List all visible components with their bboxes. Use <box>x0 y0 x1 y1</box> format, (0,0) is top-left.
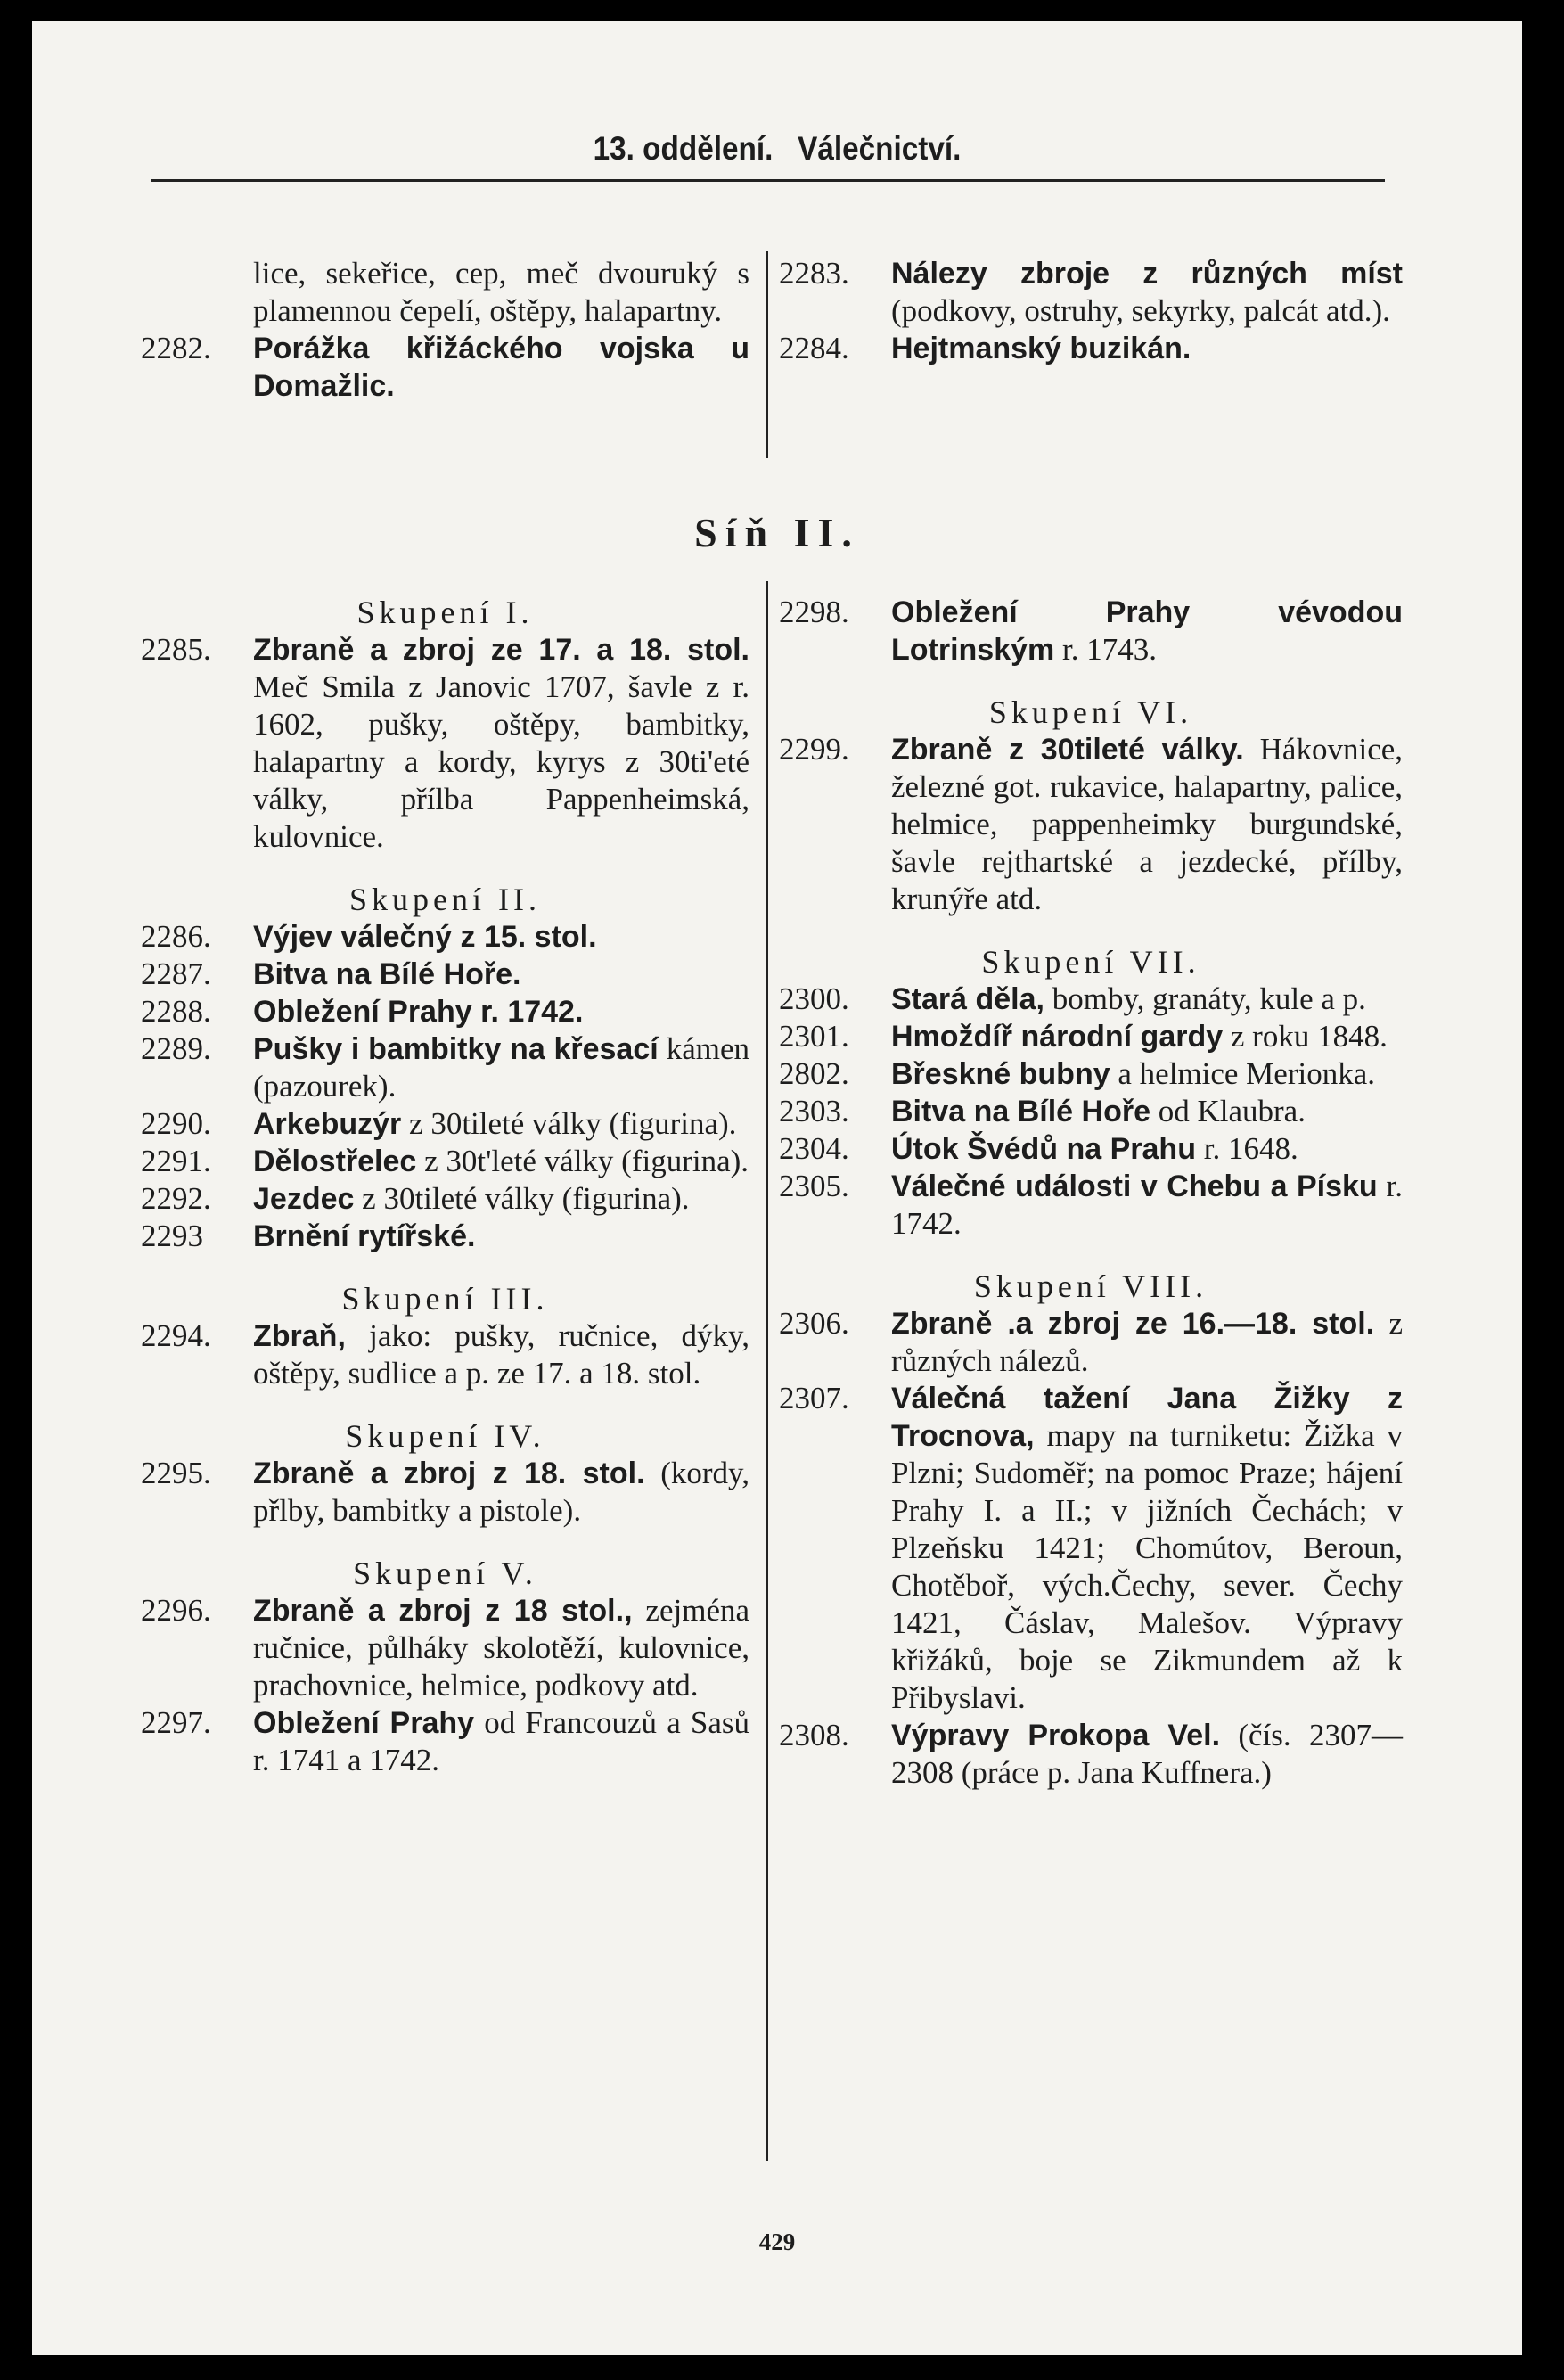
entry-title: Válečné události v Chebu a Písku <box>891 1169 1378 1203</box>
list-item <box>779 1093 1403 1130</box>
entry-text: Meč Smila z Janovic 1707, šavle z r. 1602, pušky, oštěpy, bambitky, halapartny a kordy, kyrys z 30ti'eté války, přílba Pappenheimská, kulovnice. <box>253 669 749 854</box>
list-item <box>779 981 1403 1018</box>
entry-number: 2298. <box>779 595 849 629</box>
list-item <box>779 1717 1403 1792</box>
header-topic: Válečnictví. <box>798 130 962 167</box>
column-divider <box>766 581 768 2161</box>
list-item <box>779 1055 1403 1093</box>
list-item <box>141 1704 749 1779</box>
entry-text: od Klaubra. <box>1158 1094 1306 1128</box>
entry-number: 2288. <box>141 994 211 1029</box>
entry-text: z 30tileté války (figurina). <box>362 1181 690 1216</box>
list-item <box>141 255 749 330</box>
entry-text: r. 1742. <box>891 1169 1403 1241</box>
entry-text: r. 1743. <box>1062 632 1157 667</box>
list-item <box>141 1143 749 1180</box>
entry-title: Zbraně z 30tileté války. <box>891 733 1244 767</box>
entry-number: 2304. <box>779 1131 849 1166</box>
entry-number: 2282. <box>141 331 211 365</box>
entry-title: Hejtmanský buzikán. <box>891 332 1191 365</box>
top-left-column <box>141 255 749 405</box>
hall-title: Síň II. <box>694 510 860 555</box>
list-item <box>779 594 1403 669</box>
list-item <box>779 330 1403 367</box>
entry-title: Útok Švédů na Prahu <box>891 1132 1196 1166</box>
group-heading: Skupení IV. <box>345 1418 545 1454</box>
entry-text: zejména ručnice, půlháky skolotěží, kulovnice, prachovnice, helmice, podkovy atd. <box>253 1593 750 1703</box>
entry-text: Hákovnice, železné got. rukavice, halapartny, palice, helmice, pappenheimky burgundské, šavle rejthartské a jezdecké, přílby, krunýře atd. <box>891 732 1404 916</box>
entry-number: 2289. <box>141 1031 211 1066</box>
list-item <box>779 1130 1403 1168</box>
group-heading: Skupení VIII. <box>973 1268 1208 1304</box>
list-item <box>141 1317 749 1392</box>
entry-text: z 30tileté války (figurina). <box>409 1106 737 1141</box>
column-divider-top <box>766 251 768 458</box>
entry-text: od Francouzů a Sasů r. 1741 a 1742. <box>253 1705 749 1777</box>
list-item <box>141 1455 749 1530</box>
list-item <box>141 631 749 856</box>
entry-title: Arkebuzýr <box>253 1107 402 1141</box>
entry-title: Nálezy zbroje z různých míst <box>891 257 1403 291</box>
entry-number: 2286. <box>141 919 211 954</box>
entry-number: 2299. <box>779 732 849 767</box>
entry-title: Brnění rytířské. <box>253 1219 476 1253</box>
list-item <box>141 1105 749 1143</box>
entry-number: 2295. <box>141 1456 211 1490</box>
entry-title: Zbraně .a zbroj ze 16.—18. stol. <box>891 1307 1375 1341</box>
list-item <box>141 1218 749 1255</box>
entry-number: 2291. <box>141 1144 211 1178</box>
entry-text: r. 1648. <box>1203 1131 1298 1166</box>
entry-number: 2290. <box>141 1106 211 1141</box>
entry-text: kámen (pazourek). <box>253 1031 749 1104</box>
group-heading: Skupení III. <box>341 1281 549 1317</box>
entry-title: Břeskné bubny <box>891 1057 1110 1091</box>
list-item <box>141 1592 749 1704</box>
entry-title: Stará děla, <box>891 982 1044 1016</box>
entry-number: 2307. <box>779 1381 849 1416</box>
list-item <box>141 956 749 993</box>
entry-title: Zbraně a zbroj z 18. stol. <box>253 1457 645 1490</box>
entry-number: 2285. <box>141 632 211 667</box>
page <box>32 21 1522 2355</box>
list-item <box>141 330 749 405</box>
entry-text: bomby, granáty, kule a p. <box>1052 981 1366 1016</box>
entry-text: z různých nálezů. <box>891 1306 1404 1378</box>
entry-text: a helmice Merionka. <box>1118 1056 1376 1091</box>
top-right-column <box>779 255 1403 367</box>
entry-number: 2283. <box>779 256 849 291</box>
entry-title: Hmoždíř národní gardy <box>891 1020 1224 1054</box>
entry-number: 2284. <box>779 331 849 365</box>
entry-number: 2300. <box>779 981 849 1016</box>
group-heading: Skupení II. <box>349 882 541 917</box>
entry-text: (čís. 2307—2308 (práce p. Jana Kuffnera.) <box>891 1718 1403 1790</box>
list-item <box>141 918 749 956</box>
group-heading: Skupení VI. <box>988 694 1193 730</box>
list-item <box>141 1180 749 1218</box>
list-item <box>779 1305 1403 1380</box>
group-heading: Skupení V. <box>353 1555 537 1591</box>
entry-number: 2305. <box>779 1169 849 1203</box>
header-rule <box>151 179 1385 182</box>
entry-title: Zbraně a zbroj z 18 stol., <box>253 1594 633 1628</box>
entry-number: 2292. <box>141 1181 211 1216</box>
list-item <box>141 1030 749 1105</box>
entry-number: 2294. <box>141 1318 211 1353</box>
entry-title: Pušky i bambitky na křesací <box>253 1032 659 1066</box>
group-heading: Skupení I. <box>356 595 534 630</box>
entry-title: Porážka křižáckého vojska u Domažlic. <box>253 332 749 403</box>
entry-title: Výjev válečný z 15. stol. <box>253 920 597 954</box>
entry-number: 2308. <box>779 1718 849 1752</box>
entry-title: Válečná tažení Jana Žižky z Trocnova, <box>891 1382 1403 1453</box>
entry-number: 2301. <box>779 1019 849 1054</box>
entry-number: 2287. <box>141 956 211 991</box>
entry-title: Dělostřelec <box>253 1145 417 1178</box>
entry-text: z roku 1848. <box>1230 1019 1388 1054</box>
entry-title: Bitva na Bílé Hoře <box>891 1095 1150 1128</box>
entry-title: Zbraně a zbroj ze 17. a 18. stol. <box>253 633 749 667</box>
entry-text: (kordy, přlby, bambitky a pistole). <box>253 1456 750 1528</box>
group-heading: Skupení VII. <box>981 944 1200 980</box>
right-column <box>779 594 1403 1792</box>
entry-title: Zbraň, <box>253 1319 346 1353</box>
list-item <box>779 731 1403 918</box>
entry-title: Výpravy Prokopa Vel. <box>891 1719 1221 1752</box>
page-number: 429 <box>758 2228 796 2255</box>
entry-number: 2306. <box>779 1306 849 1341</box>
entry-title: Obležení Prahy r. 1742. <box>253 995 584 1029</box>
entry-number: 2802. <box>779 1056 849 1091</box>
entry-text: jako: pušky, ručnice, dýky, oštěpy, sudlice a p. ze 17. a 18. stol. <box>253 1318 749 1391</box>
entry-text: mapy na turniketu: Žižka v Plzni; Sudoměř; na pomoc Praze; hájení Prahy I. a II.; v jižních Čechách; v Plzeňsku 1421; Chomútov, Beroun, Chotěboř, vých.Čechy, sever. Čechy 1421, Čáslav, Malešov. Výpravy křižáků, boje se Zikmundem až k Přibyslavi. <box>891 1418 1403 1715</box>
list-item <box>779 1380 1403 1717</box>
entry-title: Bitva na Bílé Hoře. <box>253 957 521 991</box>
entry-text: lice, sekeřice, cep, meč dvouruký s plamennou čepelí, oštěpy, halapartny. <box>253 256 749 328</box>
entry-title: Obležení Prahy <box>253 1706 475 1740</box>
entry-number: 2293 <box>141 1219 203 1253</box>
list-item <box>779 1168 1403 1243</box>
entry-number: 2297. <box>141 1705 211 1740</box>
list-item <box>141 993 749 1030</box>
entry-number: 2303. <box>779 1094 849 1128</box>
entry-title: Jezdec <box>253 1182 355 1216</box>
list-item <box>779 255 1403 330</box>
entry-text: (podkovy, ostruhy, sekyrky, palcát atd.). <box>891 293 1390 328</box>
header-section: 13. oddělení. <box>593 130 774 167</box>
entry-number: 2296. <box>141 1593 211 1628</box>
entry-title: Obležení Prahy vévodou Lotrinským <box>891 595 1403 667</box>
left-column <box>141 594 749 1779</box>
entry-text: z 30t'leté války (figurina). <box>424 1144 749 1178</box>
list-item <box>779 1018 1403 1055</box>
running-header <box>107 130 1448 168</box>
